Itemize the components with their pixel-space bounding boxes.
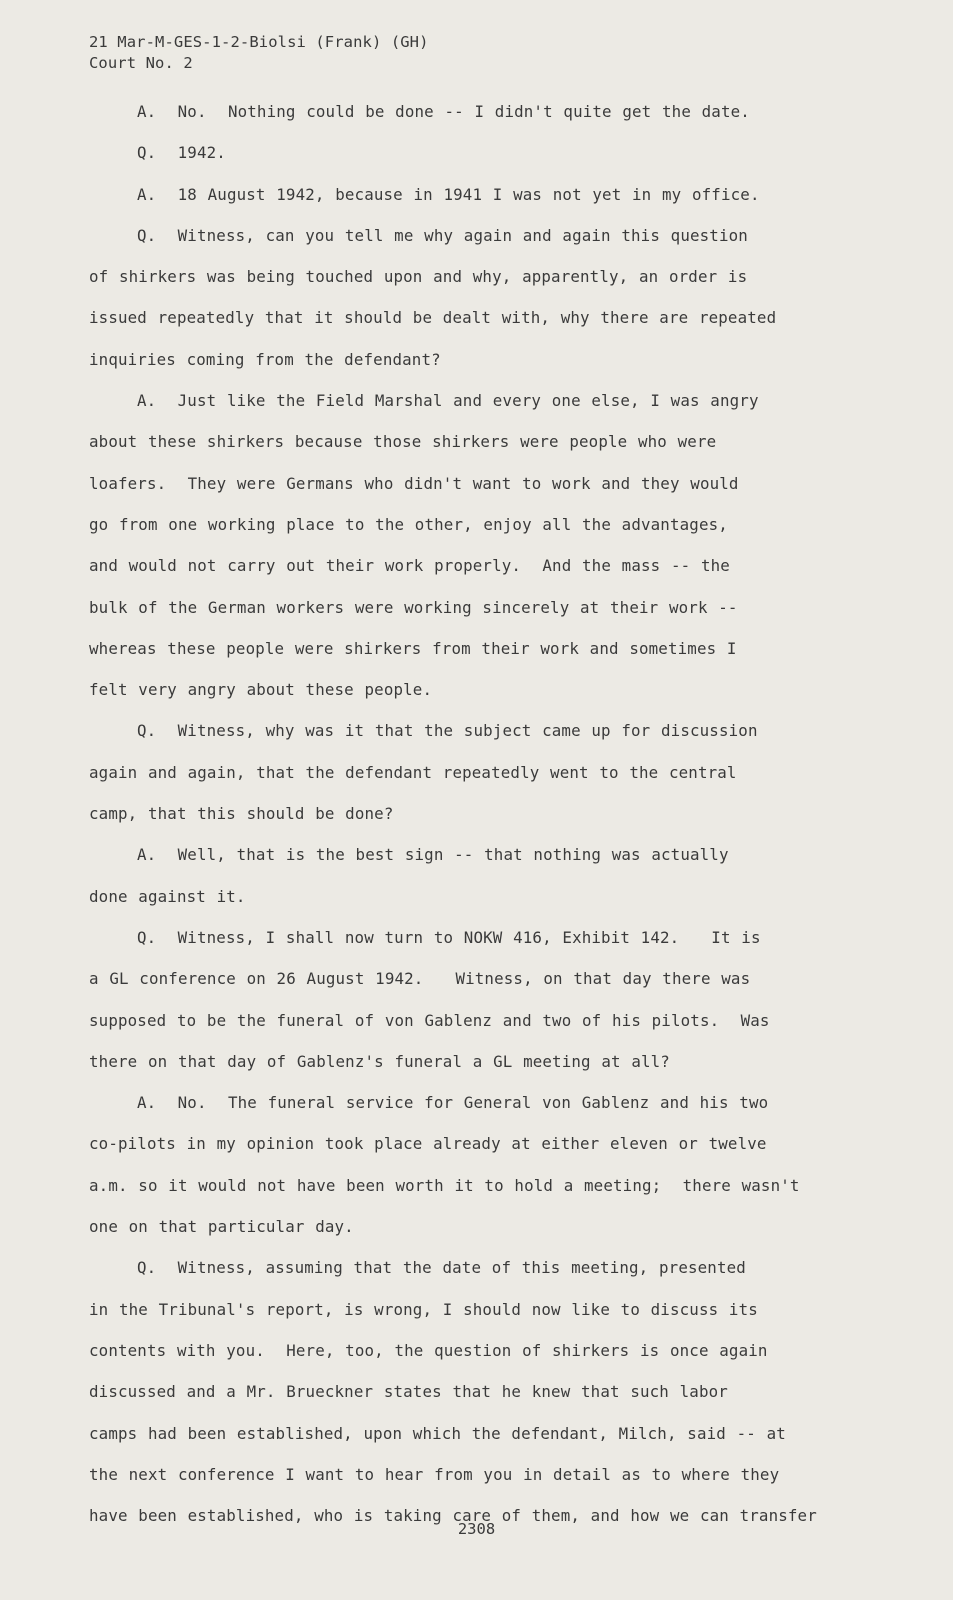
transcript-line: felt very angry about these people. [89, 680, 433, 700]
transcript-line: Q. Witness, I shall now turn to NOKW 416, Exhibit 142. It is [137, 927, 761, 947]
transcript-line: whereas these people were shirkers from their work and sometimes I [89, 638, 737, 658]
transcript-line: Q. Witness, why was it that the subject came up for discussion [137, 721, 758, 741]
transcript-line: Q. Witness, assuming that the date of this meeting, presented [137, 1258, 746, 1278]
transcript-line: inquiries coming from the defendant? [89, 349, 441, 369]
transcript-line: a GL conference on 26 August 1942. Witness, on that day there was [89, 969, 751, 989]
transcript-line: camps had been established, upon which the defendant, Milch, said -- at [89, 1423, 786, 1443]
transcript-line: bulk of the German workers were working sincerely at their work -- [89, 597, 738, 617]
transcript-line: go from one working place to the other, enjoy all the advantages, [89, 514, 728, 534]
transcript-line: again and again, that the defendant repeatedly went to the central [89, 762, 737, 782]
transcript-line: A. No. Nothing could be done -- I didn't quite get the date. [137, 102, 750, 121]
transcript-line: one on that particular day. [89, 1217, 354, 1237]
header-court-number: Court No. 2 [89, 54, 193, 72]
question-paragraph [89, 215, 859, 380]
question-paragraph [89, 1247, 859, 1536]
question-paragraph [89, 917, 859, 1082]
transcript-line: there on that day of Gablenz's funeral a GL meeting at all? [89, 1051, 670, 1071]
transcript-line: A. No. The funeral service for General von Gablenz and his two [137, 1093, 769, 1113]
transcript-line: of shirkers was being touched upon and why, apparently, an order is [89, 267, 748, 287]
transcript-line: and would not carry out their work properly. And the mass -- the [89, 556, 730, 576]
question-paragraph [89, 132, 859, 173]
transcript-line: issued repeatedly that it should be dealt with, why there are repeated [89, 308, 777, 328]
transcript-line: A. Just like the Field Marshal and every one else, I was angry [137, 391, 759, 411]
transcript-line: supposed to be the funeral of von Gablenz and two of his pilots. Was [89, 1010, 770, 1030]
answer-paragraph [89, 380, 859, 710]
transcript-line: have been established, who is taking care of them, and how we can transfer [89, 1506, 817, 1526]
transcript-line: about these shirkers because those shirkers were people who were [89, 432, 717, 452]
page-number: 2308 [457, 1520, 496, 1538]
header-case-reference: 21 Mar-M-GES-1-2-Biolsi (Frank) (GH) [89, 33, 429, 51]
document-header [89, 32, 429, 74]
transcript-body [89, 91, 859, 1536]
question-paragraph [89, 710, 859, 834]
transcript-line: A. 18 August 1942, because in 1941 I was not yet in my office. [137, 184, 760, 204]
answer-paragraph [89, 91, 859, 132]
transcript-line: contents with you. Here, too, the question of shirkers is once again [89, 1340, 768, 1360]
answer-paragraph [89, 834, 859, 917]
answer-paragraph [89, 1082, 859, 1247]
transcript-line: done against it. [89, 886, 246, 906]
transcript-line: A. Well, that is the best sign -- that nothing was actually [137, 845, 729, 865]
transcript-line: discussed and a Mr. Brueckner states that he knew that such labor [89, 1382, 728, 1402]
transcript-line: the next conference I want to hear from you in detail as to where they [89, 1464, 780, 1484]
transcript-line: loafers. They were Germans who didn't want to work and they would [89, 473, 739, 493]
transcript-line: Q. 1942. [137, 143, 226, 163]
transcript-line: in the Tribunal's report, is wrong, I should now like to discuss its [89, 1299, 758, 1319]
transcript-line: co-pilots in my opinion took place already at either eleven or twelve [89, 1134, 767, 1154]
transcript-line: Q. Witness, can you tell me why again and again this question [137, 225, 748, 245]
answer-paragraph [89, 174, 859, 215]
transcript-line: camp, that this should be done? [89, 804, 394, 824]
transcript-line: a.m. so it would not have been worth it to hold a meeting; there wasn't [89, 1175, 800, 1195]
